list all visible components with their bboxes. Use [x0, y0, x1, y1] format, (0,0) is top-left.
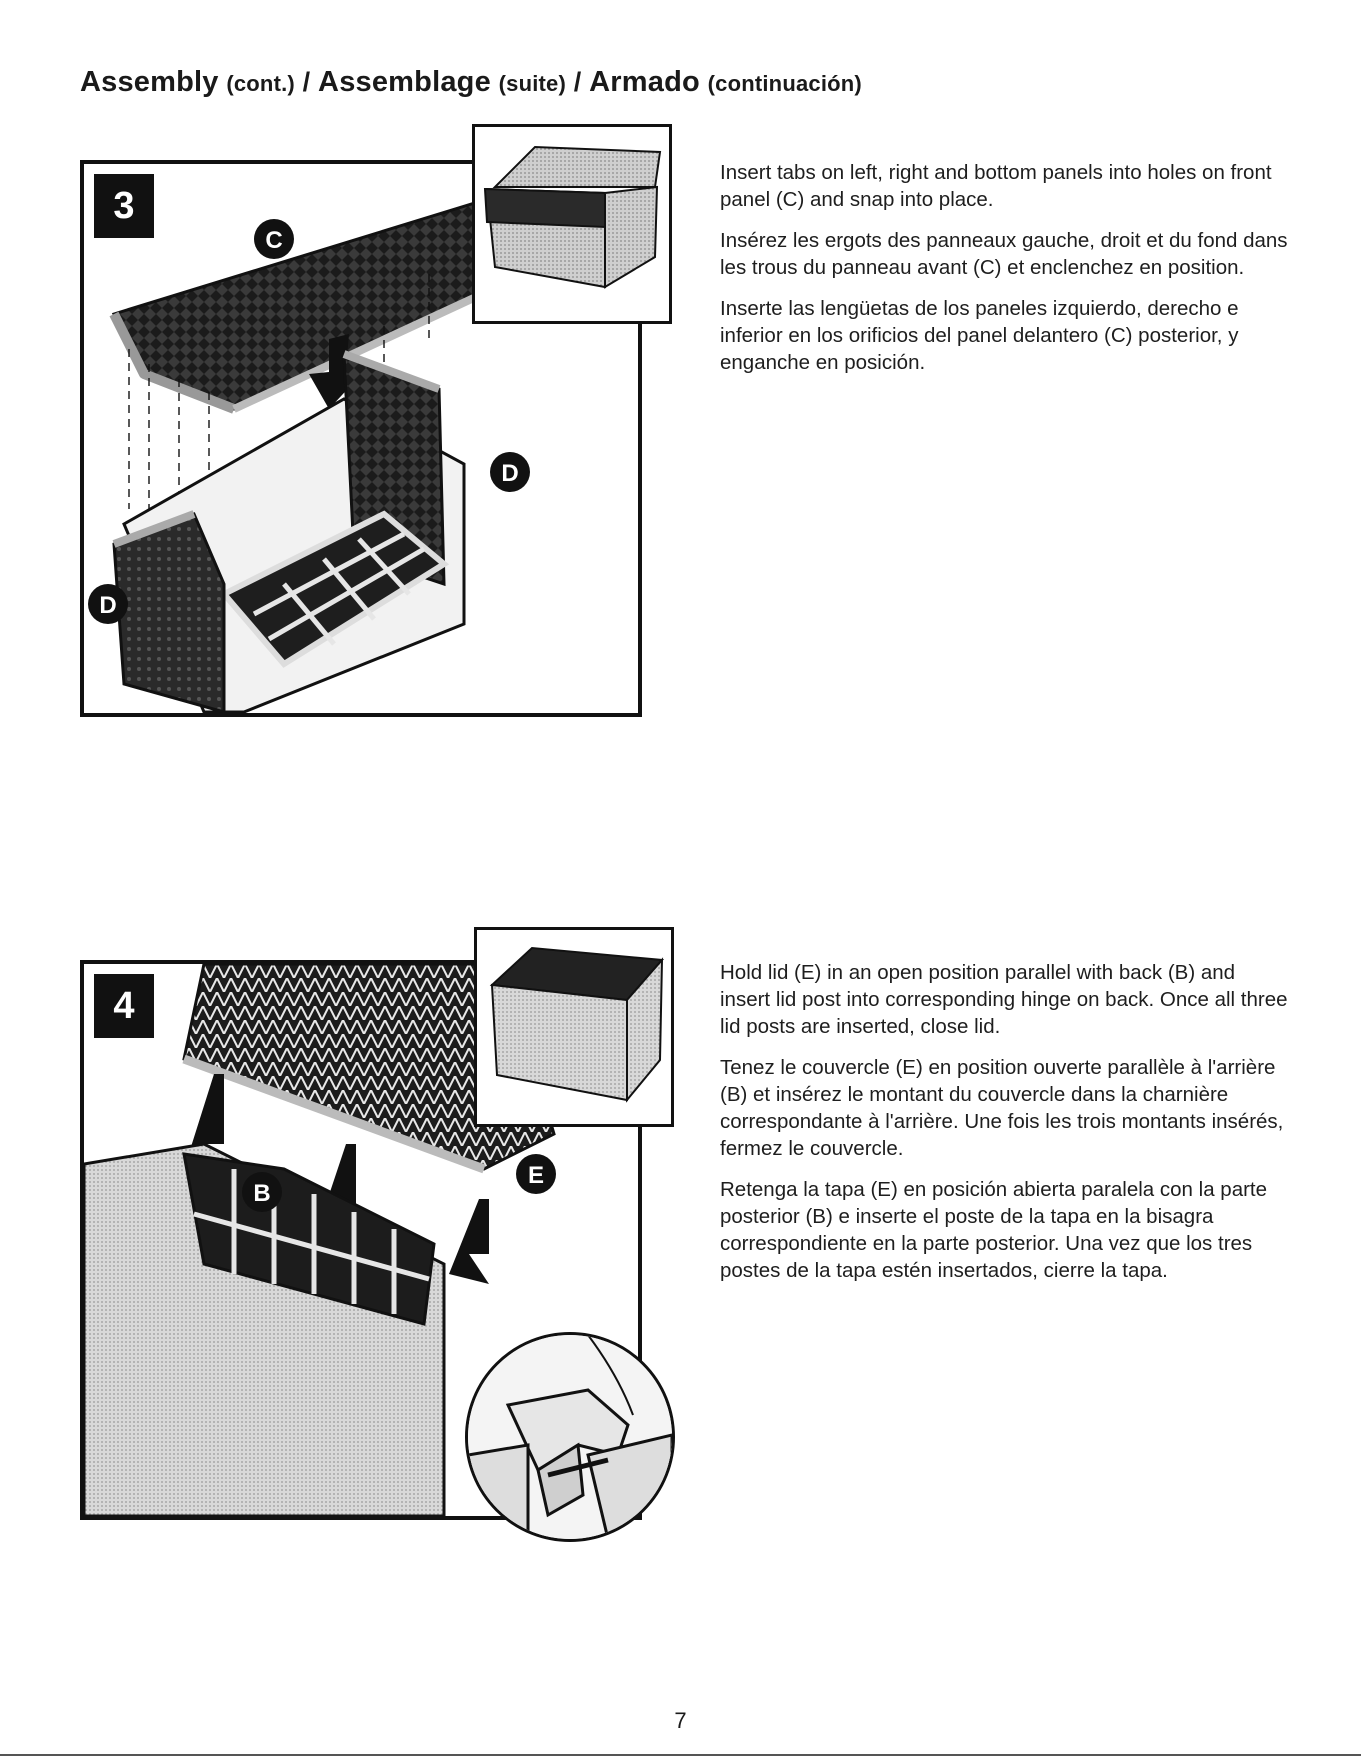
step-3-text-spanish: Inserte las lengüetas de los paneles izquierdo, derecho e inferior en los orificios del panel delantero (C) posterior, y enganche en posición. — [720, 297, 1239, 374]
callout-b-label: B — [253, 1180, 271, 1207]
step-4-text-english: Hold lid (E) in an open position parallel with back (B) and insert lid post into corresponding hinge on back. Once all three lid posts are inserted, close lid. — [720, 961, 1288, 1038]
title-separator: / — [294, 67, 319, 97]
callout-c — [254, 219, 294, 259]
page-title — [80, 66, 862, 99]
callout-e-label: E — [527, 1162, 545, 1189]
step-3-badge: 3 — [94, 174, 154, 238]
callout-d-right-label: D — [501, 460, 519, 487]
step-4-badge: 4 — [94, 974, 154, 1038]
step-3-text-french: Insérez les ergots des panneaux gauche, droit et du fond dans les trous du panneau avant (C) et enclenchez en position. — [720, 229, 1288, 279]
step-3-text-english: Insert tabs on left, right and bottom panels into holes on front panel (C) and snap into place. — [720, 161, 1272, 211]
step-4-hinge-detail-circle — [465, 1332, 675, 1542]
page-number: 7 — [674, 1708, 687, 1733]
callout-b — [242, 1172, 282, 1212]
title-english: Assembly — [80, 66, 219, 98]
step-4-inset-closed-box — [474, 927, 674, 1127]
title-spanish-suffix: (continuación) — [707, 71, 862, 96]
title-french-suffix: (suite) — [498, 71, 567, 96]
callout-d-right — [490, 452, 530, 492]
callout-d-left — [88, 584, 128, 624]
finished-box-icon — [475, 127, 669, 321]
step-4-instructions — [720, 959, 1290, 1298]
step-3-instructions — [720, 159, 1290, 390]
hinge-detail-icon — [468, 1335, 672, 1539]
title-spanish: Armado — [589, 66, 700, 98]
bottom-rule — [0, 1754, 1361, 1756]
callout-d-left-label: D — [99, 592, 117, 619]
closed-box-icon — [477, 930, 671, 1124]
step-3-inset-finished-box — [472, 124, 672, 324]
title-separator: / — [566, 67, 590, 97]
title-english-suffix: (cont.) — [226, 71, 295, 96]
step-4-text-french: Tenez le couvercle (E) en position ouverte parallèle à l'arrière (B) et insérez le montant du couvercle dans la charnière correspondante à l'arrière. Une fois les trois montants insérés, fermez le couvercle. — [720, 1056, 1284, 1160]
step-4-text-spanish: Retenga la tapa (E) en posición abierta paralela con la parte posterior (B) e inserte el poste de la tapa en la bisagra correspondiente en la parte posterior. Una vez que los tres postes de la tapa estén insertados, cierre la tapa. — [720, 1178, 1268, 1282]
title-french: Assemblage — [318, 66, 491, 98]
callout-c-label: C — [265, 227, 283, 254]
callout-e — [516, 1154, 556, 1194]
